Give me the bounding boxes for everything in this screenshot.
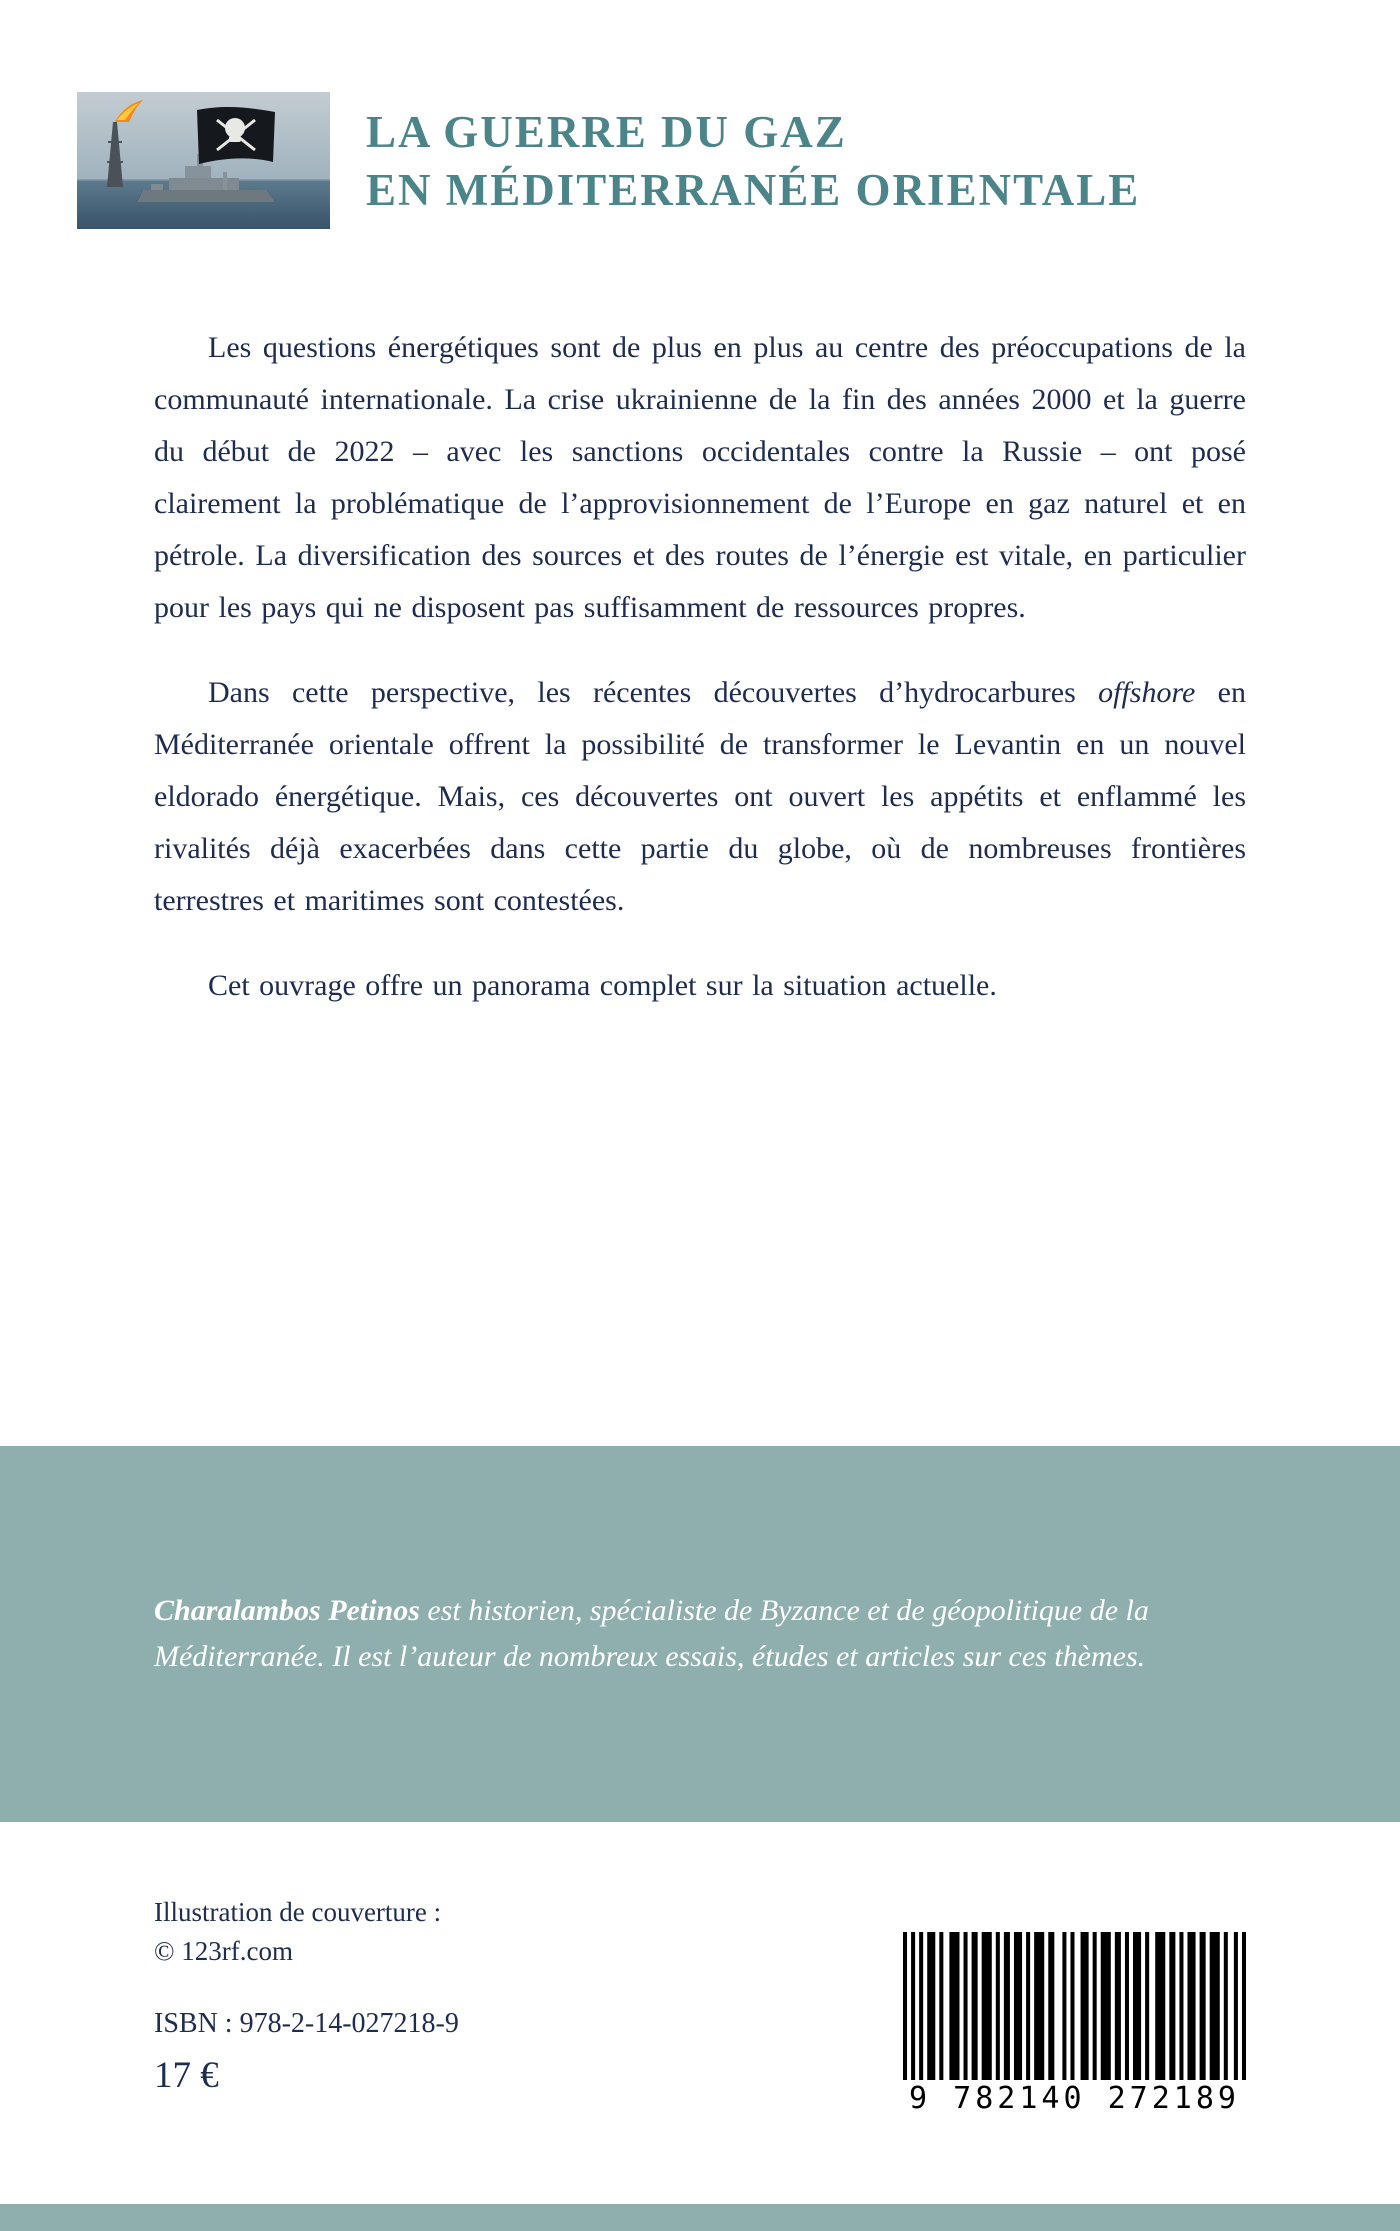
illustration-credit-line-2: © 123rf.com <box>154 1936 293 1966</box>
author-bio <box>154 1588 1260 1680</box>
author-bio-text: est historien, spécialiste de Byzance et de géopolitique de la Méditerranée. Il est l’auteur de nombreux essais, études et articles sur ces thèmes. <box>154 1594 1149 1673</box>
book-title <box>366 103 1140 219</box>
author-band <box>0 1446 1400 1822</box>
author-name: Charalambos Petinos <box>154 1594 420 1627</box>
synopsis-paragraph-3: Cet ouvrage offre un panorama complet sur la situation actuelle. <box>208 969 997 1002</box>
illustration-credit <box>154 1893 441 1971</box>
bottom-band <box>0 2204 1400 2231</box>
synopsis <box>154 322 1246 1045</box>
barcode-number: 9 782140 272189 <box>903 2080 1246 2117</box>
p2-pre: Dans cette perspective, les récentes découvertes d’hydrocarbures <box>208 676 1099 709</box>
pirate-flag-icon <box>197 107 275 164</box>
p2-post: en Méditerranée orientale offrent la possibilité de transformer le Levantin en un nouvel eldorado énergétique. Mais, ces découvertes ont ouvert les appétits et enflammé les rivalités déjà exacerbées dans cette partie du globe, où de nombreuses frontières terrestres et maritimes sont contestées. <box>154 676 1246 917</box>
isbn-line: ISBN : 978-2-14-027218-9 <box>154 2008 459 2039</box>
price-label: 17 € <box>154 2055 219 2096</box>
cover-thumbnail <box>77 92 330 229</box>
p2-offshore-italic: offshore <box>1098 676 1196 709</box>
synopsis-paragraph-2 <box>154 667 1246 927</box>
title-line-1: LA GUERRE DU GAZ <box>366 106 847 157</box>
title-line-2: EN MÉDITERRANÉE ORIENTALE <box>366 164 1141 215</box>
synopsis-paragraph-1: Les questions énergétiques sont de plus en plus au centre des préoccupations de la communauté internationale. La crise ukrainienne de la fin des années 2000 et la guerre du début de 2022 – avec les sanctions occidentales contre la Russie – ont posé clairement la problématique de l’approvisionnement de l’Europe en gaz naturel et en pétrole. La diversification des sources et des routes de l’énergie est vitale, en particulier pour les pays qui ne disposent pas suffisamment de ressources propres. <box>154 331 1246 624</box>
barcode <box>903 1932 1246 2144</box>
illustration-credit-line-1: Illustration de couverture : <box>154 1897 442 1927</box>
header <box>77 92 1323 229</box>
